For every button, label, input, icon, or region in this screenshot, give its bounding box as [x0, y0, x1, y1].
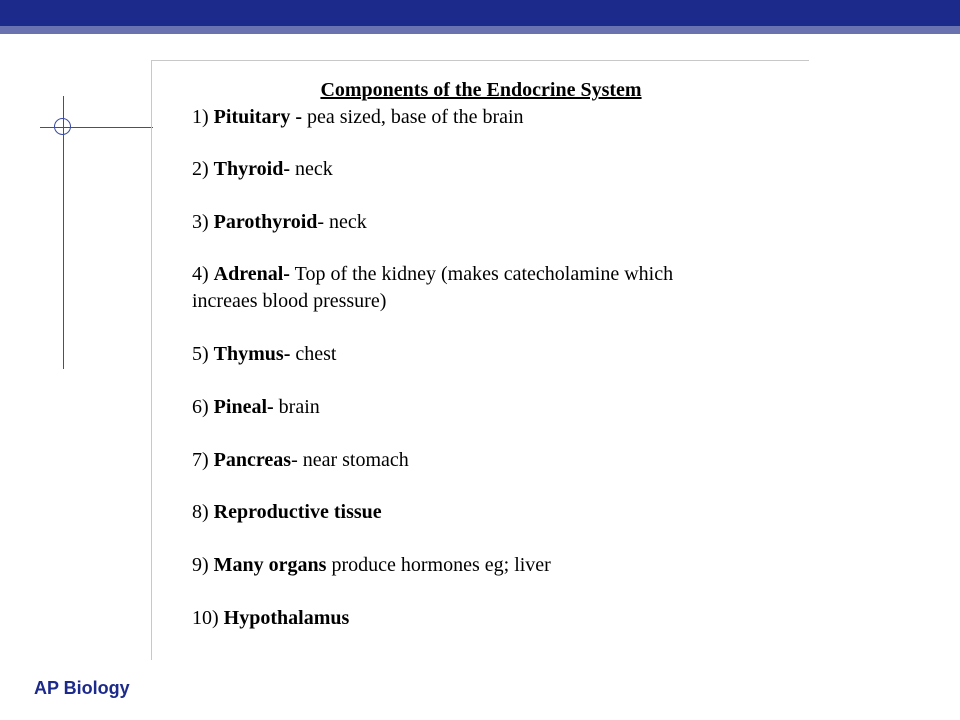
crosshair-vertical-line: [63, 96, 64, 369]
crosshair-circle-icon: [54, 118, 71, 135]
item-term: Pineal-: [213, 396, 274, 418]
item-description: produce hormones eg; liver: [326, 554, 551, 576]
footer-label: AP Biology: [34, 678, 130, 698]
list-item-1: [192, 106, 524, 129]
item-term: Pancreas: [213, 449, 292, 471]
item-number: 7): [192, 449, 209, 471]
item-number: 3): [192, 211, 209, 233]
item-number: 2): [192, 158, 209, 180]
list-item-6: [192, 396, 320, 419]
item-description: neck: [290, 158, 333, 180]
item-number: 5): [192, 343, 209, 365]
item-description: pea sized, base of the brain: [301, 106, 524, 128]
item-term: Many organs: [213, 554, 327, 576]
content-border-left: [151, 60, 152, 660]
list-item-3: [192, 211, 367, 234]
item-number: 6): [192, 396, 209, 418]
item-description: chest: [290, 343, 337, 365]
list-item-7: [192, 449, 409, 472]
list-item-10: [192, 607, 349, 630]
item-number: 4): [192, 263, 209, 285]
item-term: Reproductive tissue: [213, 501, 382, 523]
slide-title: Components of the Endocrine System: [320, 79, 642, 101]
top-banner-stripe: [0, 26, 960, 34]
item-description: brain: [273, 396, 320, 418]
item-term: Parothyroid: [213, 211, 318, 233]
item-term: Thyroid-: [213, 158, 290, 180]
list-item-2: [192, 158, 333, 181]
item-term: Adrenal-: [213, 263, 290, 285]
list-item-5: [192, 343, 336, 366]
list-item-8: [192, 501, 382, 524]
item-term: Pituitary -: [213, 106, 302, 128]
list-item-4: [192, 263, 673, 286]
item-number: 9): [192, 554, 209, 576]
item-number: 8): [192, 501, 209, 523]
top-banner: [0, 0, 960, 26]
content-border-top: [151, 60, 809, 61]
item-number: 10): [192, 607, 219, 629]
list-item-9: [192, 554, 551, 577]
list-item-4-continuation: increaes blood pressure): [192, 290, 387, 312]
item-term: Hypothalamus: [223, 607, 350, 629]
item-description: - neck: [317, 211, 367, 233]
item-term: Thymus-: [213, 343, 291, 365]
item-description: - near stomach: [291, 449, 409, 471]
item-description: Top of the kidney (makes catecholamine which: [289, 263, 674, 285]
item-number: 1): [192, 106, 209, 128]
